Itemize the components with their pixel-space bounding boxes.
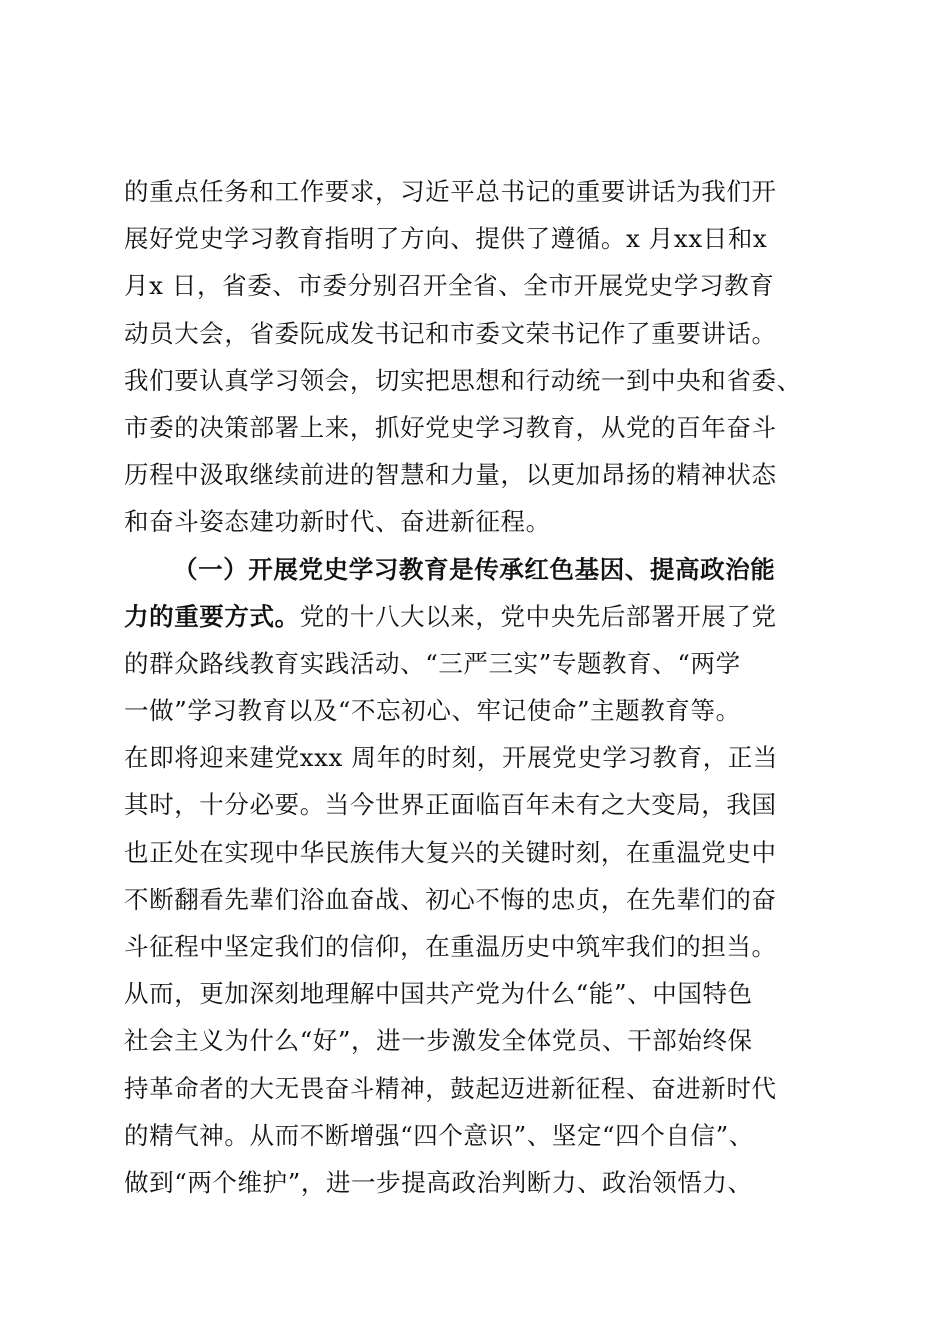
section-heading-end: 力的重要方式。 bbox=[124, 601, 300, 631]
text-line bbox=[124, 593, 844, 640]
text-line: 在即将迎来建党xxx 周年的时刻，开展党史学习教育，正当 bbox=[124, 743, 779, 773]
text-line: 市委的决策部署上来，抓好党史学习教育，从党的百年奋斗 bbox=[124, 412, 777, 442]
text-line: 社会主义为什么“好”，进一步激发全体党员、干部始终保 bbox=[124, 1026, 753, 1056]
text-line: 动员大会，省委阮成发书记和市委文荣书记作了重要讲话。 bbox=[124, 318, 777, 348]
text-line: 从而，更加深刻地理解中国共产党为什么“能”、中国特色 bbox=[124, 979, 753, 1009]
text-line: 的群众路线教育实践活动、“三严三实”专题教育、“两学 bbox=[124, 648, 741, 678]
text-line: 做到“两个维护”，进一步提高政治判断力、政治领悟力、 bbox=[124, 1167, 753, 1197]
section-heading: （一）开展党史学习教育是传承红色基因、提高政治能 bbox=[173, 554, 776, 584]
body-text bbox=[124, 168, 844, 1206]
text-line: 我们要认真学习领会，切实把思想和行动统一到中央和省委、 bbox=[124, 365, 802, 395]
text-line: 一做”学习教育以及“不忘初心、牢记使命”主题教育等。 bbox=[124, 696, 741, 726]
text-line-rest: 党的十八大以来，党中央先后部署开展了党 bbox=[299, 601, 777, 631]
text-line: 月x 日，省委、市委分别召开全省、全市开展党史学习教育 bbox=[124, 271, 775, 301]
text-line: 展好党史学习教育指明了方向、提供了遵循。x 月xx日和x bbox=[124, 224, 768, 254]
text-line: 的重点任务和工作要求，习近平总书记的重要讲话为我们开 bbox=[124, 177, 777, 206]
text-line: 斗征程中坚定我们的信仰，在重温历史中筑牢我们的担当。 bbox=[124, 932, 777, 961]
text-line: 历程中汲取继续前进的智慧和力量，以更加昂扬的精神状态 bbox=[124, 460, 777, 490]
text-line: 不断翻看先辈们浴血奋战、初心不悔的忠贞，在先辈们的奋 bbox=[124, 884, 777, 914]
text-line: 和奋斗姿态建功新时代、奋进新征程。 bbox=[124, 507, 551, 537]
text-line: 持革命者的大无畏奋斗精神，鼓起迈进新征程、奋进新时代 bbox=[124, 1073, 777, 1103]
text-line: 的精气神。从而不断增强“四个意识”、坚定“四个自信”、 bbox=[124, 1120, 754, 1150]
text-line: 也正处在实现中华民族伟大复兴的关键时刻，在重温党史中 bbox=[124, 837, 777, 867]
text-line: 其时，十分必要。当今世界正面临百年未有之大变局，我国 bbox=[124, 790, 777, 820]
